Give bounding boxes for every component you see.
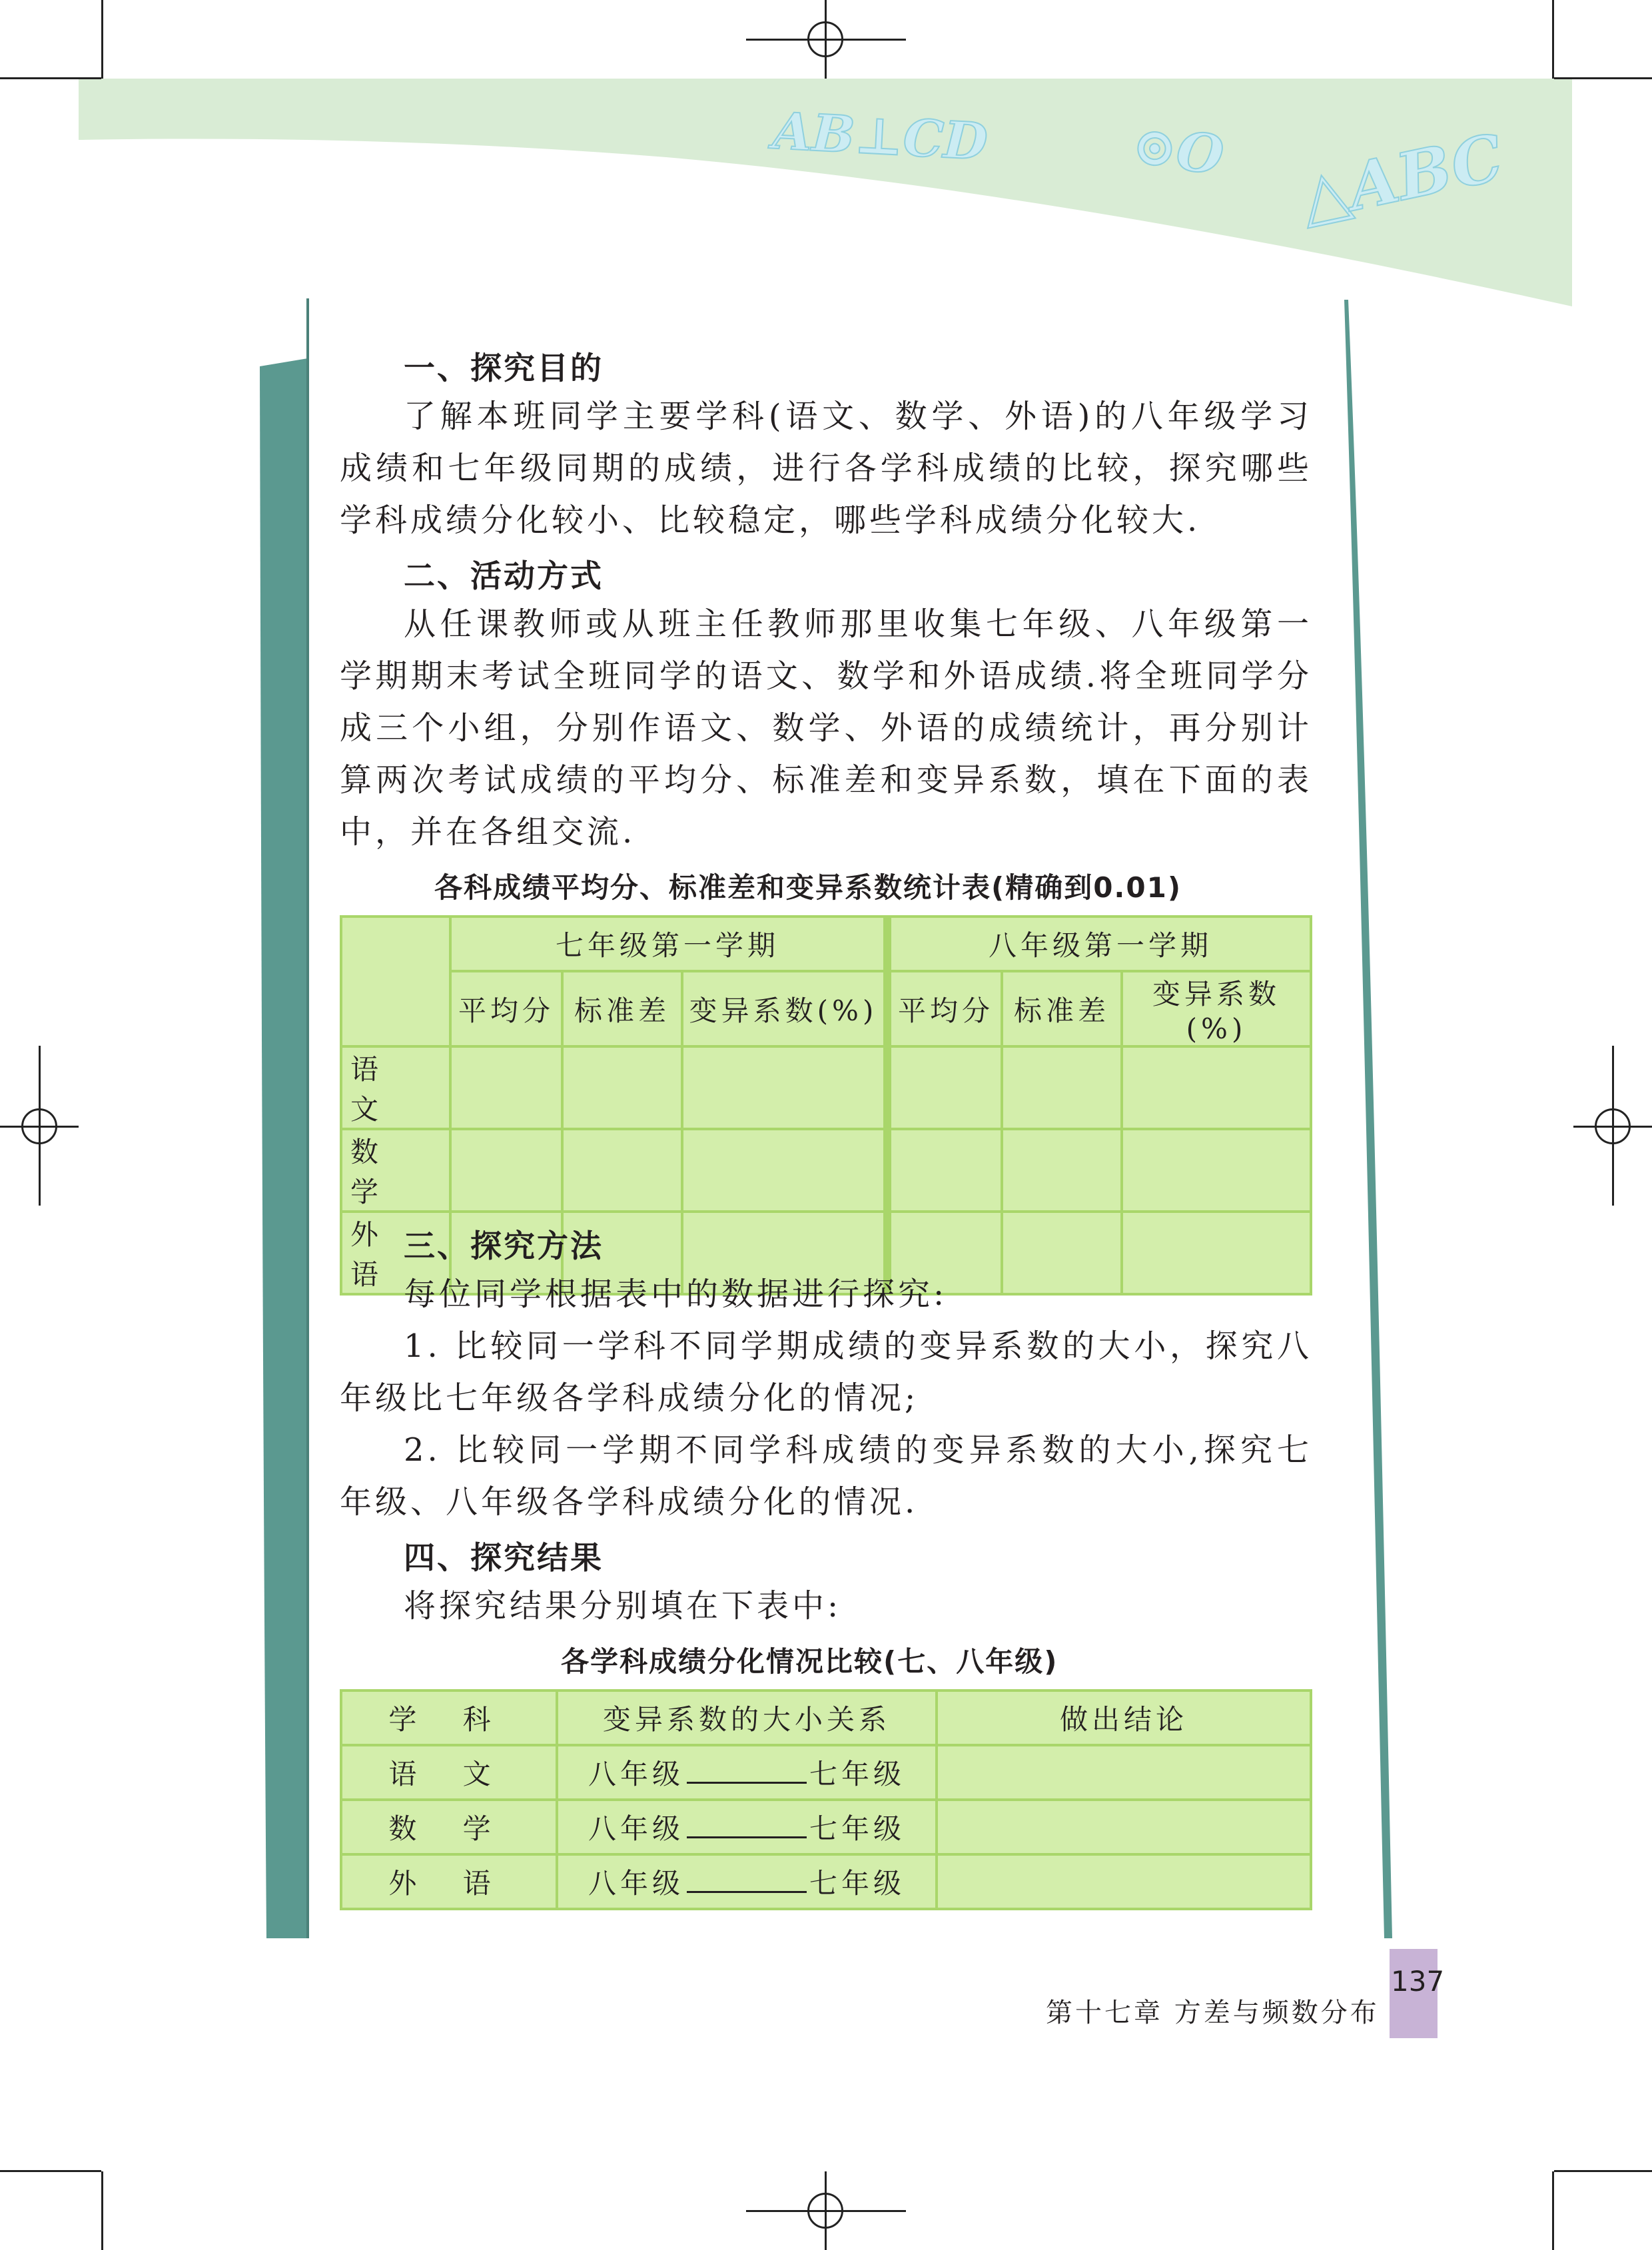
chapter-footer: 第十七章 方差与频数分布 [1046,1998,1380,2028]
paragraph-method-1: 1. 比较同一学科不同学期成绩的变异系数的大小，探究八年级比七年级各学科成绩分化的情况; [340,1327,1312,1417]
relation-left: 八年级 [588,1867,684,1900]
compare-relation [557,1745,937,1800]
stats-subheader: 平均分 [450,971,562,1046]
compare-subject: 数 学 [341,1800,557,1854]
crop-mark [101,2171,103,2250]
table-row [341,1854,1311,1909]
fill-blank[interactable] [687,1758,807,1784]
stats-cell [450,1046,562,1129]
fill-blank[interactable] [687,1867,807,1893]
table-row [341,1800,1311,1854]
stats-cell [887,1129,1002,1212]
stats-cell [682,1129,887,1212]
section-heading-method: 三、探究方法 [404,1228,604,1265]
stats-cell [1002,1046,1122,1129]
relation-left: 八年级 [588,1758,684,1790]
table-row [341,1745,1311,1800]
table-row [341,1129,1311,1212]
compare-conclusion[interactable] [937,1854,1311,1909]
stats-cell [562,1129,682,1212]
stats-subheader: 标准差 [1002,971,1122,1046]
crop-mark [0,2170,101,2172]
paragraph-purpose: 了解本班同学主要学科(语文、数学、外语)的八年级学习成绩和七年级同期的成绩，进行各学科成绩的比较，探究哪些学科成绩分化较小、比较稳定，哪些学科成绩分化较大. [340,398,1312,539]
table-row [341,1046,1311,1129]
stats-group-header-7: 七年级第一学期 [450,917,887,971]
registration-mark [1595,1108,1631,1144]
crop-mark [1552,2171,1554,2250]
paragraph-activity: 从任课教师或从班主任教师那里收集七年级、八年级第一学期期末考试全班同学的语文、数学和外语成绩.将全班同学分成三个小组，分别作语文、数学、外语的成绩统计，再分别计算两次考试成绩的平均分、标准差和变异系数，填在下面的表中，并在各组交流. [340,605,1312,851]
crop-mark [101,0,103,79]
header-symbol-triangle: △ABC [1293,119,1510,236]
compare-header-subject: 学 科 [341,1690,557,1745]
compare-header-relation: 变异系数的大小关系 [557,1690,937,1745]
crop-mark [1554,77,1652,79]
stats-subheader: 变异系数(%) [682,971,887,1046]
paragraph-method-2: 2. 比较同一学期不同学科成绩的变异系数的大小,探究七年级、八年级各学科成绩分化的情况. [340,1431,1312,1521]
stats-subheader: 变异系数(%) [1122,971,1311,1046]
stats-subheader: 标准差 [562,971,682,1046]
stats-cell [682,1046,887,1129]
stats-row-label: 外 语 [341,1212,450,1294]
registration-mark [807,21,843,57]
compare-table-caption: 各学科成绩分化情况比较(七、八年级) [561,1645,1058,1678]
stats-table-caption: 各科成绩平均分、标准差和变异系数统计表(精确到0.01) [434,871,1182,904]
relation-right: 七年级 [809,1867,906,1900]
relation-right: 七年级 [809,1812,906,1845]
compare-relation [557,1854,937,1909]
page-number: 137 [1391,1965,1445,1998]
header-symbol-perpendicular: AB⊥CD [771,101,989,172]
paragraph-result: 将探究结果分别填在下表中: [404,1587,842,1625]
fill-blank[interactable] [687,1812,807,1838]
relation-left: 八年级 [588,1812,684,1845]
compare-header-conclusion: 做出结论 [937,1690,1311,1745]
paragraph-method-intro: 每位同学根据表中的数据进行探究: [404,1276,948,1313]
stats-cell [450,1129,562,1212]
stats-cell [1122,1046,1311,1129]
compare-table [340,1689,1312,1910]
crop-mark [0,77,101,79]
registration-mark [21,1108,57,1144]
crop-mark [1554,2170,1652,2172]
section-heading-activity: 二、活动方式 [404,558,604,595]
section-heading-result: 四、探究结果 [404,1540,604,1577]
crop-mark [1552,0,1554,79]
stats-cell [1122,1129,1311,1212]
section-heading-purpose: 一、探究目的 [404,350,604,387]
stats-row-label: 数 学 [341,1129,450,1212]
stats-cell [887,1046,1002,1129]
compare-subject: 外 语 [341,1854,557,1909]
header-symbol-circle: ⊙O [1128,112,1228,188]
compare-conclusion[interactable] [937,1745,1311,1800]
stats-row-label: 语 文 [341,1046,450,1129]
registration-mark [807,2193,843,2229]
stats-cell [562,1046,682,1129]
relation-right: 七年级 [809,1758,906,1790]
compare-conclusion[interactable] [937,1800,1311,1854]
compare-subject: 语 文 [341,1745,557,1800]
stats-group-header-8: 八年级第一学期 [887,917,1311,971]
stats-corner-cell [341,917,450,1046]
compare-relation [557,1800,937,1854]
stats-cell [1002,1129,1122,1212]
stats-subheader: 平均分 [887,971,1002,1046]
